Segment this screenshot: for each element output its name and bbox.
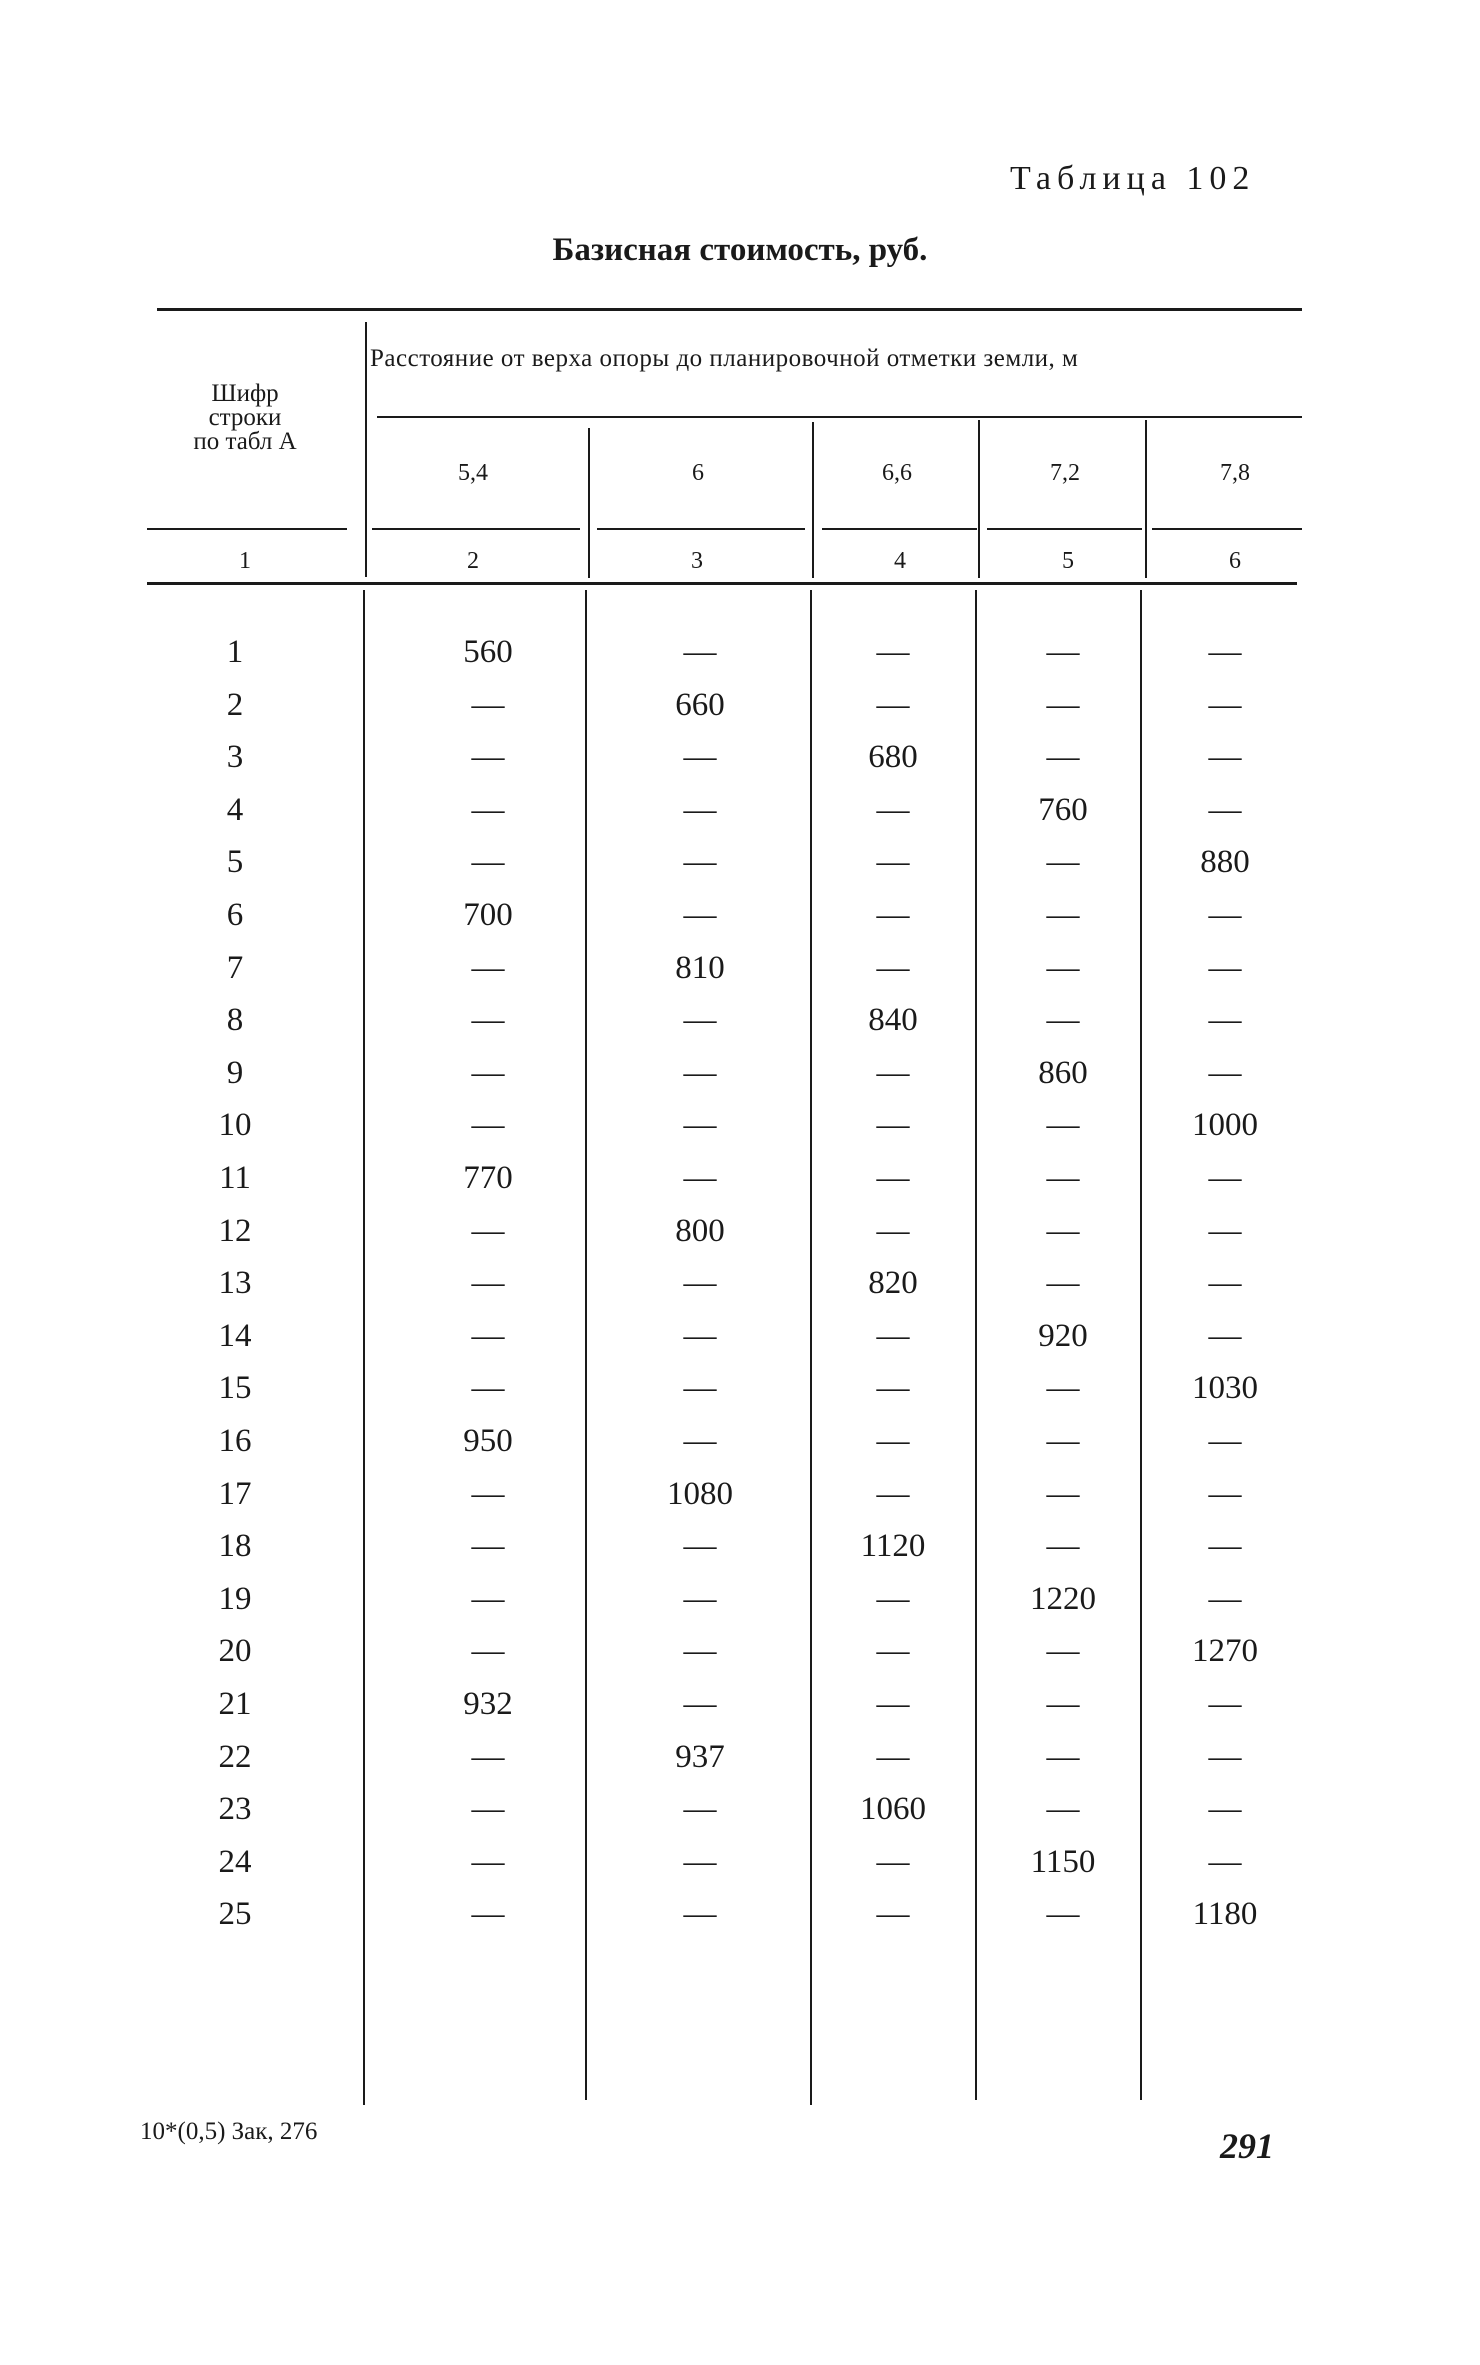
cost-cell: — <box>683 1423 717 1459</box>
cost-cell: — <box>876 1581 910 1617</box>
cost-cell: — <box>683 739 717 775</box>
cost-cell: — <box>683 1055 717 1091</box>
cost-cell: — <box>683 1791 717 1827</box>
row-code: 14 <box>218 1318 252 1354</box>
cost-cell: — <box>1046 844 1080 880</box>
distance-group-header: Расстояние от верха опоры до планировочной отметки земли, м <box>370 345 1079 372</box>
row-code: 19 <box>218 1581 252 1617</box>
cost-cell: — <box>1208 1055 1242 1091</box>
cost-cell: — <box>1046 1265 1080 1301</box>
cost-cell: — <box>471 1844 505 1880</box>
header-bottom-rule <box>147 528 347 530</box>
cost-cell: — <box>683 897 717 933</box>
row-code: 7 <box>226 950 244 986</box>
cost-cell: — <box>1208 739 1242 775</box>
cost-cell: 560 <box>463 634 513 670</box>
cost-cell: — <box>1046 950 1080 986</box>
cost-cell: — <box>683 792 717 828</box>
row-code: 5 <box>226 844 244 880</box>
cost-cell: 1030 <box>1192 1370 1258 1406</box>
page-number: 291 <box>1220 2126 1274 2166</box>
cost-cell: — <box>876 950 910 986</box>
cost-cell: — <box>876 1476 910 1512</box>
cost-cell: — <box>471 1581 505 1617</box>
cost-cell: — <box>1208 1581 1242 1617</box>
cost-cell: — <box>1208 950 1242 986</box>
column-number: 5 <box>1062 548 1074 574</box>
cost-cell: 680 <box>868 739 918 775</box>
cost-cell: — <box>876 1370 910 1406</box>
column-divider <box>363 590 365 2105</box>
cost-cell: 840 <box>868 1002 918 1038</box>
column-number: 4 <box>894 548 906 574</box>
column-divider <box>812 422 814 578</box>
cost-cell: — <box>1208 897 1242 933</box>
row-code: 20 <box>218 1633 252 1669</box>
column-divider <box>975 590 977 2100</box>
cost-cell: — <box>471 1265 505 1301</box>
cost-cell: — <box>471 844 505 880</box>
cost-cell: — <box>1208 1476 1242 1512</box>
cost-cell: — <box>876 1633 910 1669</box>
column-divider <box>588 428 590 578</box>
cost-cell: 700 <box>463 897 513 933</box>
cost-cell: 1150 <box>1030 1844 1096 1880</box>
cost-cell: — <box>1208 634 1242 670</box>
cost-cell: — <box>683 1318 717 1354</box>
row-code: 21 <box>218 1686 252 1722</box>
cost-cell: — <box>1046 1476 1080 1512</box>
cost-cell: — <box>471 1528 505 1564</box>
cost-cell: — <box>471 1318 505 1354</box>
column-divider <box>1140 590 1142 2100</box>
column-number: 3 <box>691 548 703 574</box>
cost-cell: — <box>471 1370 505 1406</box>
cost-cell: — <box>471 1633 505 1669</box>
code-column-header: Шифр строки по табл А <box>193 380 297 455</box>
cost-cell: — <box>1208 1160 1242 1196</box>
cost-cell: — <box>683 1002 717 1038</box>
cost-cell: — <box>876 1213 910 1249</box>
cost-cell: — <box>1046 1686 1080 1722</box>
cost-cell: — <box>683 1686 717 1722</box>
cost-cell: — <box>1046 1633 1080 1669</box>
row-code: 16 <box>218 1423 252 1459</box>
row-code: 11 <box>219 1160 251 1196</box>
table-number: Таблица 102 <box>1010 160 1256 197</box>
cost-cell: — <box>1208 1265 1242 1301</box>
cost-cell: 770 <box>463 1160 513 1196</box>
row-code: 13 <box>218 1265 252 1301</box>
cost-cell: 660 <box>675 687 725 723</box>
cost-cell: — <box>471 739 505 775</box>
cost-cell: — <box>876 792 910 828</box>
row-code: 3 <box>226 739 244 775</box>
cost-cell: 1270 <box>1192 1633 1258 1669</box>
cost-cell: 950 <box>463 1423 513 1459</box>
cost-cell: — <box>876 844 910 880</box>
cost-cell: — <box>876 897 910 933</box>
cost-cell: — <box>1208 1213 1242 1249</box>
cost-cell: — <box>1208 687 1242 723</box>
table-top-rule <box>157 308 1302 311</box>
cost-cell: — <box>471 1476 505 1512</box>
cost-cell: — <box>1208 1318 1242 1354</box>
cost-cell: — <box>876 1739 910 1775</box>
column-number: 2 <box>467 548 479 574</box>
row-code: 17 <box>218 1476 252 1512</box>
header-bottom-rule <box>597 528 805 530</box>
cost-cell: 800 <box>675 1213 725 1249</box>
cost-cell: — <box>876 1107 910 1143</box>
cost-cell: — <box>1208 792 1242 828</box>
row-code: 18 <box>218 1528 252 1564</box>
cost-cell: 760 <box>1038 792 1088 828</box>
cost-cell: — <box>1046 1370 1080 1406</box>
distance-5-4: 5,4 <box>458 460 488 486</box>
cost-cell: — <box>1208 1002 1242 1038</box>
cost-cell: — <box>876 1160 910 1196</box>
column-divider <box>978 420 980 578</box>
cost-cell: — <box>683 634 717 670</box>
cost-cell: — <box>1208 1791 1242 1827</box>
distance-6-6: 6,6 <box>882 460 912 486</box>
cost-cell: — <box>471 1896 505 1932</box>
column-number-rule <box>147 582 1297 585</box>
cost-cell: 820 <box>868 1265 918 1301</box>
cost-cell: 920 <box>1038 1318 1088 1354</box>
cost-cell: — <box>471 1002 505 1038</box>
cost-cell: 937 <box>675 1739 725 1775</box>
distance-7-2: 7,2 <box>1050 460 1080 486</box>
cost-cell: — <box>1208 1739 1242 1775</box>
cost-cell: 860 <box>1038 1055 1088 1091</box>
column-divider <box>1145 420 1147 578</box>
cost-cell: — <box>876 687 910 723</box>
cost-cell: — <box>683 1896 717 1932</box>
cost-cell: — <box>876 634 910 670</box>
row-code: 23 <box>218 1791 252 1827</box>
cost-cell: — <box>1046 1107 1080 1143</box>
cost-cell: 932 <box>463 1686 513 1722</box>
cost-cell: — <box>1046 1791 1080 1827</box>
row-code: 10 <box>218 1107 252 1143</box>
header-bottom-rule <box>372 528 580 530</box>
cost-cell: — <box>683 1160 717 1196</box>
header-bottom-rule <box>1152 528 1302 530</box>
cost-cell: — <box>1208 1686 1242 1722</box>
column-number: 1 <box>239 548 251 574</box>
cost-cell: — <box>1046 634 1080 670</box>
cost-cell: — <box>471 792 505 828</box>
cost-cell: — <box>1046 1160 1080 1196</box>
cost-cell: — <box>683 1633 717 1669</box>
cost-cell: 880 <box>1200 844 1250 880</box>
cost-cell: — <box>1046 739 1080 775</box>
header-bottom-rule <box>987 528 1142 530</box>
distance-6: 6 <box>692 460 704 486</box>
header-bottom-rule <box>822 528 977 530</box>
cost-cell: 1120 <box>860 1528 926 1564</box>
cost-cell: — <box>876 1896 910 1932</box>
cost-cell: — <box>471 950 505 986</box>
row-code: 2 <box>226 687 244 723</box>
cost-cell: — <box>1046 1002 1080 1038</box>
cost-cell: — <box>876 1844 910 1880</box>
row-code: 4 <box>226 792 244 828</box>
cost-cell: — <box>471 1055 505 1091</box>
cost-cell: 1220 <box>1030 1581 1096 1617</box>
row-code: 24 <box>218 1844 252 1880</box>
cost-cell: — <box>876 1055 910 1091</box>
column-number: 6 <box>1229 548 1241 574</box>
column-divider <box>810 590 812 2105</box>
cost-cell: 1180 <box>1192 1896 1258 1932</box>
cost-cell: — <box>471 1107 505 1143</box>
row-code: 6 <box>226 897 244 933</box>
row-code: 9 <box>226 1055 244 1091</box>
cost-cell: — <box>876 1423 910 1459</box>
cost-cell: — <box>876 1686 910 1722</box>
cost-cell: — <box>1046 1423 1080 1459</box>
cost-cell: — <box>1046 687 1080 723</box>
cost-cell: — <box>1046 1896 1080 1932</box>
cost-cell: — <box>683 1265 717 1301</box>
row-code: 15 <box>218 1370 252 1406</box>
cost-cell: — <box>683 1844 717 1880</box>
cost-cell: 810 <box>675 950 725 986</box>
row-code: 12 <box>218 1213 252 1249</box>
distance-header-rule <box>377 416 1302 418</box>
cost-cell: — <box>683 1528 717 1564</box>
cost-cell: — <box>1046 1213 1080 1249</box>
row-code: 22 <box>218 1739 252 1775</box>
row-code: 1 <box>226 634 244 670</box>
row-code: 8 <box>226 1002 244 1038</box>
cost-cell: — <box>683 1581 717 1617</box>
cost-cell: 1080 <box>667 1476 733 1512</box>
cost-cell: — <box>471 1791 505 1827</box>
cost-cell: 1060 <box>860 1791 926 1827</box>
cost-cell: — <box>1208 1844 1242 1880</box>
cost-cell: — <box>471 687 505 723</box>
print-code: 10*(0,5) Зак, 276 <box>140 2118 318 2145</box>
cost-cell: — <box>683 844 717 880</box>
cost-cell: — <box>1046 897 1080 933</box>
cost-cell: — <box>683 1107 717 1143</box>
cost-cell: 1000 <box>1192 1107 1258 1143</box>
cost-cell: — <box>1046 1739 1080 1775</box>
column-divider <box>365 322 367 577</box>
cost-cell: — <box>1046 1528 1080 1564</box>
column-divider <box>585 590 587 2100</box>
cost-cell: — <box>1208 1528 1242 1564</box>
page-title: Базисная стоимость, руб. <box>552 232 928 268</box>
row-code: 25 <box>218 1896 252 1932</box>
cost-cell: — <box>683 1370 717 1406</box>
cost-cell: — <box>471 1213 505 1249</box>
cost-cell: — <box>876 1318 910 1354</box>
cost-cell: — <box>1208 1423 1242 1459</box>
distance-7-8: 7,8 <box>1220 460 1250 486</box>
cost-cell: — <box>471 1739 505 1775</box>
